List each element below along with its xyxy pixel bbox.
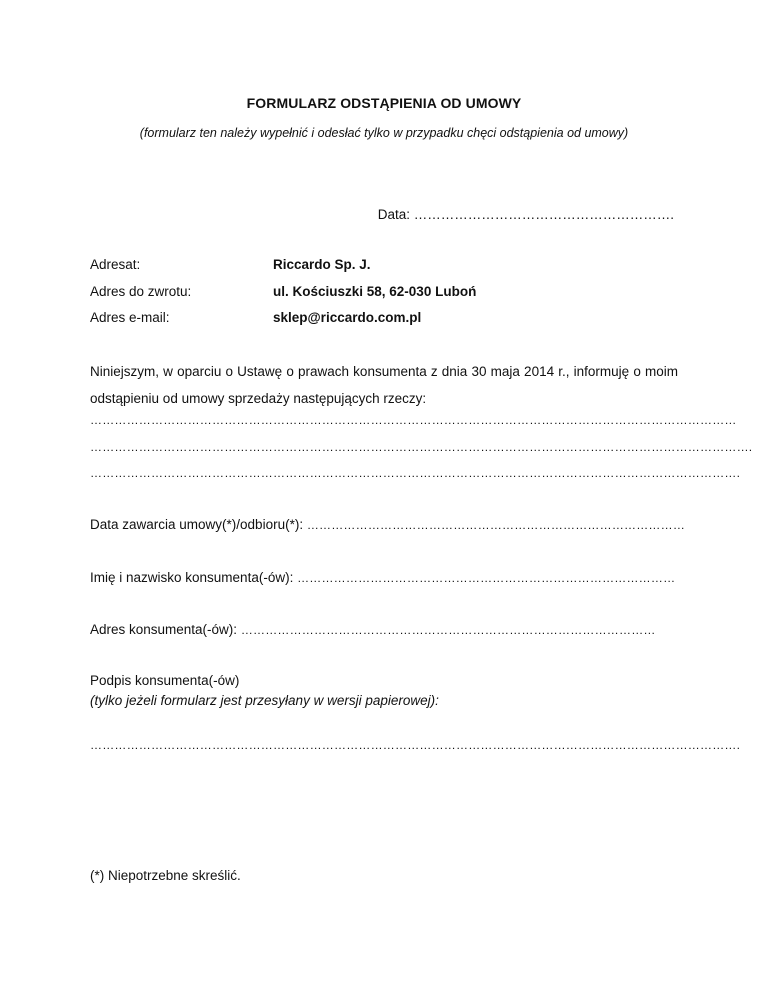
consumer-address-label: Adres konsumenta(-ów): [90, 622, 241, 637]
items-line: …………………………………………………………………………………………………………………………………………… [90, 413, 737, 427]
items-line: ………………………………………………………………………………………………………………………………………………. [90, 440, 753, 454]
signature-label: Podpis konsumenta(-ów) [90, 673, 240, 688]
form-subtitle: (formularz ten należy wypełnić i odesłać tylko w przypadku chęci odstąpienia od umowy) [139, 126, 629, 140]
consumer-name-leader: ………………………………………………………………………………… [297, 571, 676, 585]
consumer-address-field [90, 622, 660, 637]
contract-date-label: Data zawarcia umowy(*)/odbioru(*): [90, 517, 307, 532]
consumer-name-field [90, 570, 676, 585]
recipient-row [90, 257, 690, 272]
email-label: Adres e-mail: [90, 310, 170, 325]
return-address-label: Adres do zwrotu: [90, 284, 192, 299]
consumer-name-label: Imię i nazwisko konsumenta(-ów): [90, 570, 298, 585]
date-field: Data: …………………………………………………. [377, 207, 674, 222]
email-value: sklep@riccardo.com.pl [273, 310, 422, 325]
form-title: FORMULARZ ODSTĄPIENIA OD UMOWY [246, 95, 522, 111]
return-address-row [90, 284, 690, 299]
footnote: (*) Niepotrzebne skreślić. [90, 868, 241, 883]
recipient-label: Adresat: [90, 257, 141, 272]
signature-line: ……………………………………………………………………………………………………………………………………………. [90, 738, 741, 752]
contract-date-leader: ………………………………………………………………………………… [306, 518, 686, 532]
signature-note: (tylko jeżeli formularz jest przesyłany w wersji papierowej): [90, 693, 439, 708]
withdrawal-statement: Niniejszym, w oparciu o Ustawę o prawach konsumenta z dnia 30 maja 2014 r., informuję o moim odstąpieniu od umowy sprzedaży następujących rzeczy: [90, 364, 678, 406]
consumer-address-leader: ………………………………………………………………………………………… [240, 623, 656, 637]
return-address-value: ul. Kościuszki 58, 62-030 Luboń [273, 284, 477, 299]
recipient-value: Riccardo Sp. J. [273, 257, 371, 272]
contract-date-field [90, 517, 686, 532]
email-row [90, 310, 690, 325]
items-line: ……………………………………………………………………………………………………………………………………………. [90, 466, 741, 480]
